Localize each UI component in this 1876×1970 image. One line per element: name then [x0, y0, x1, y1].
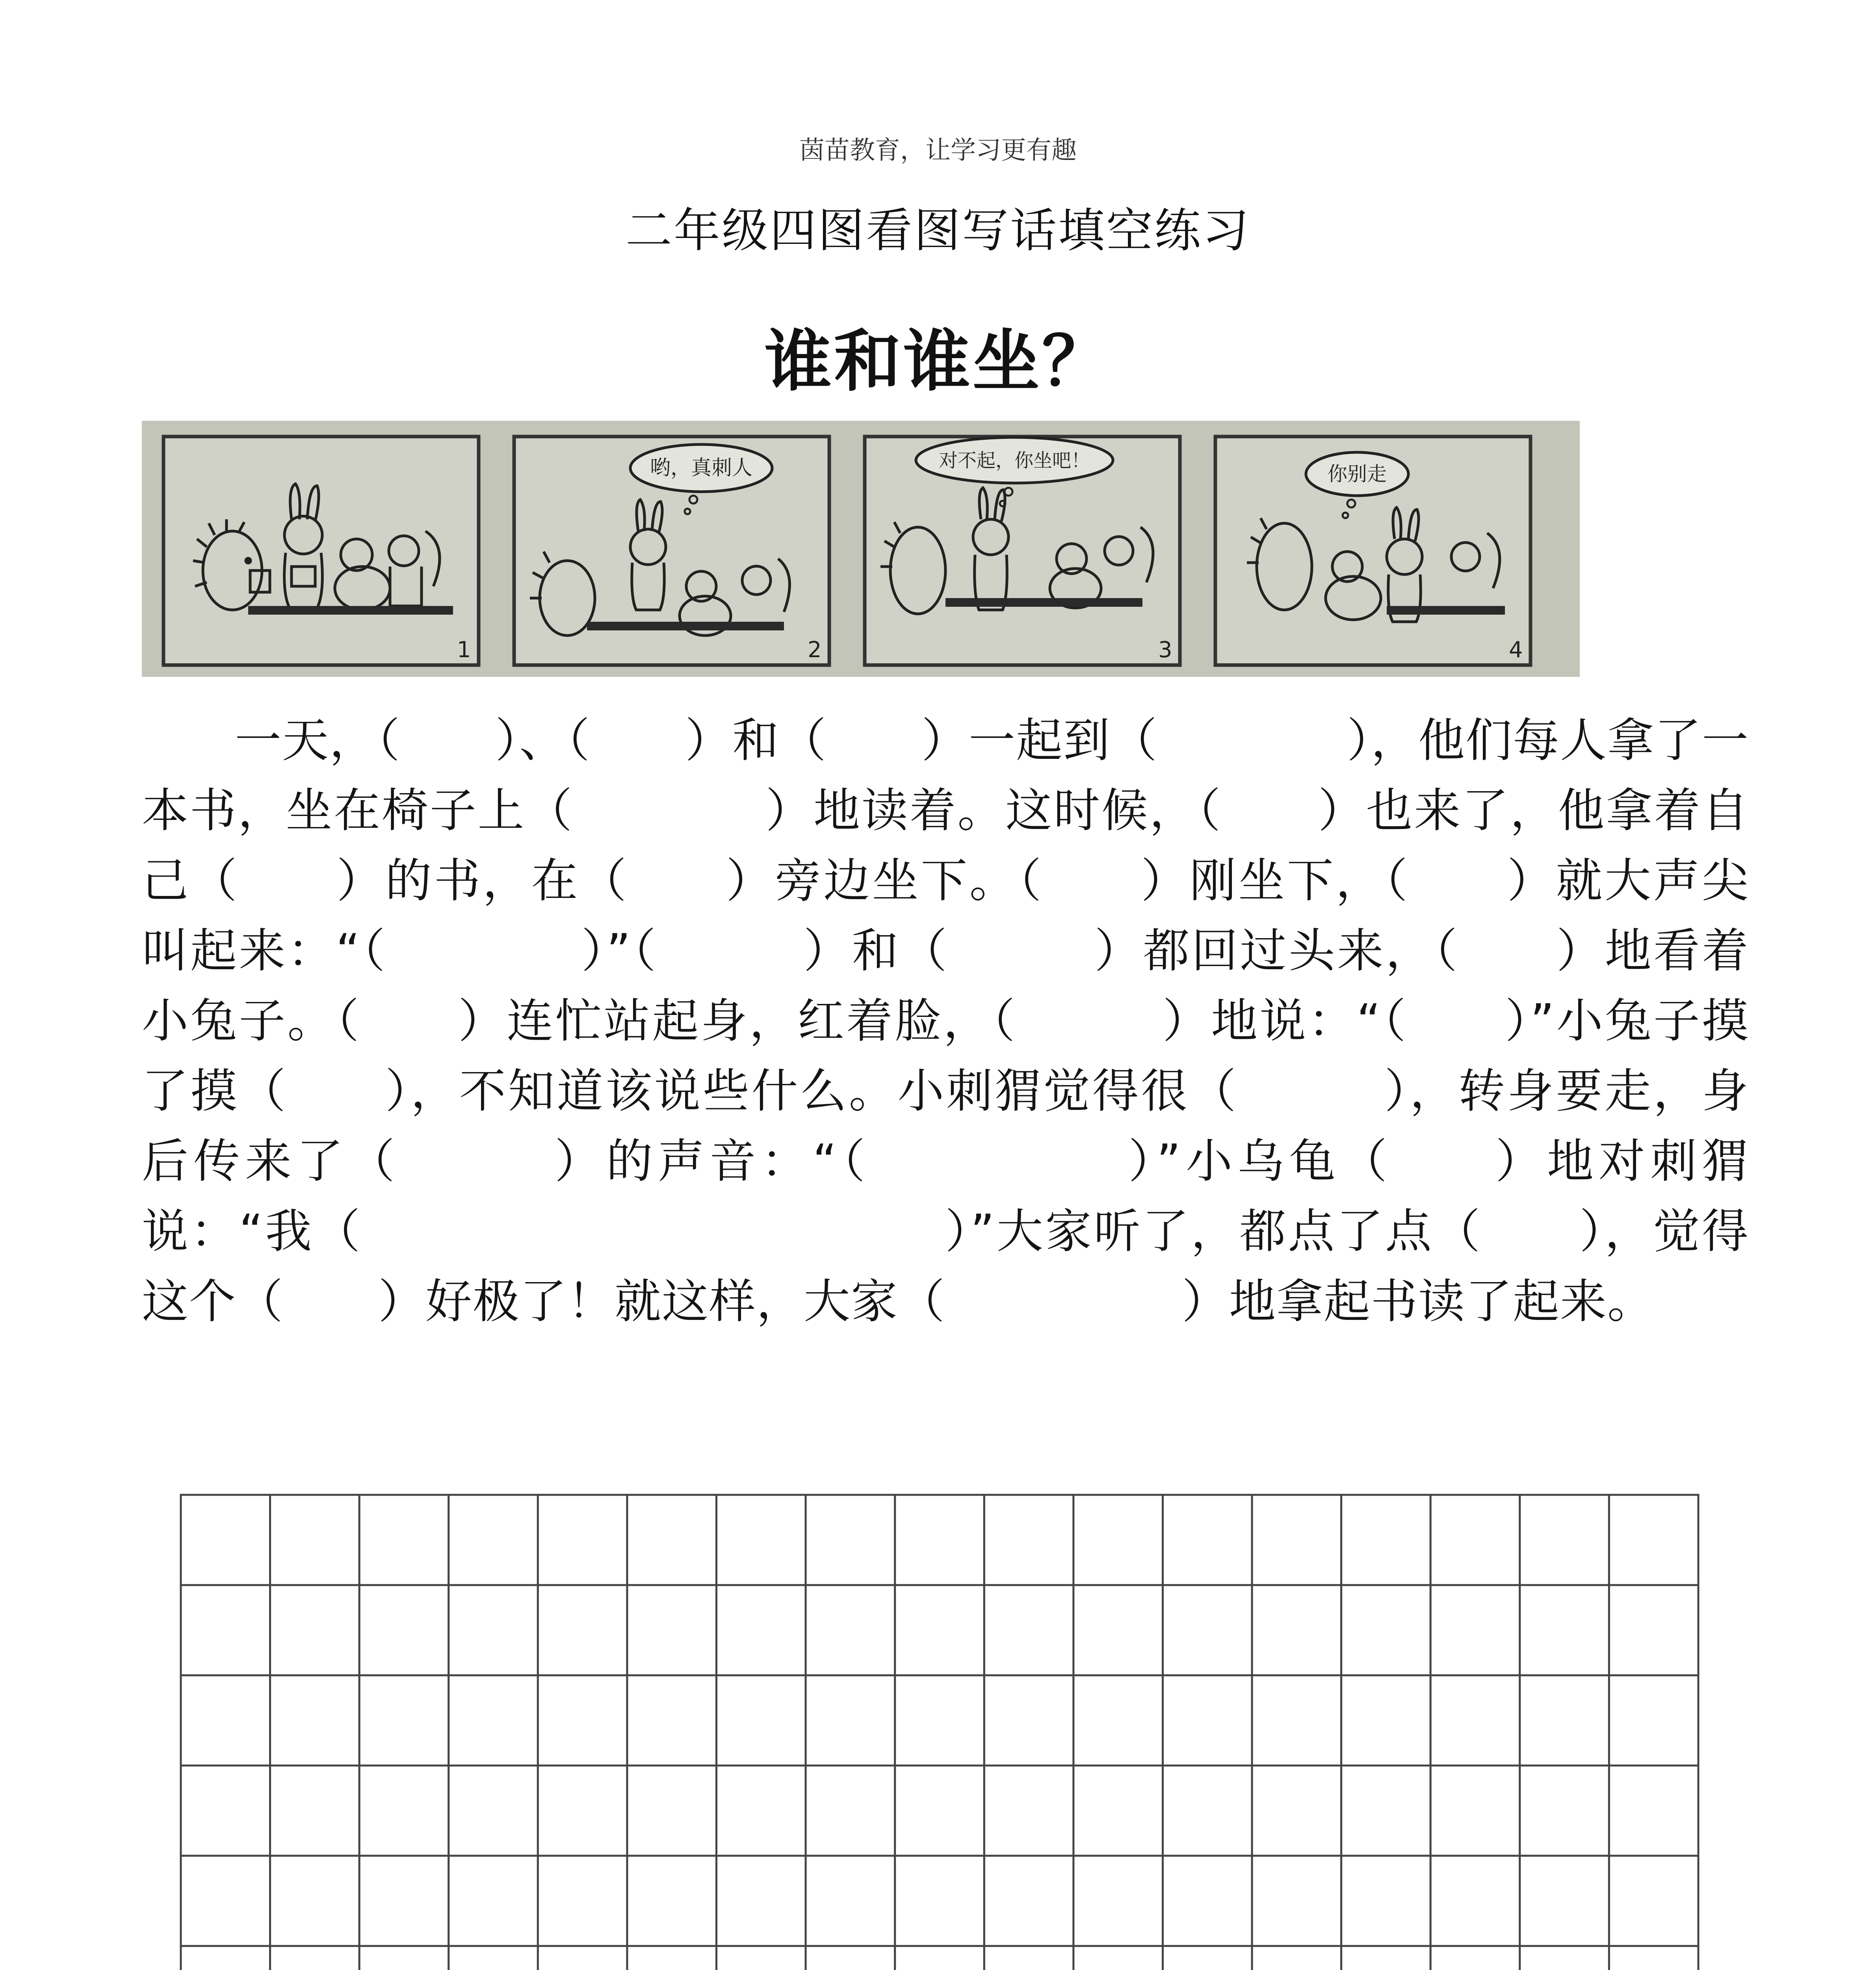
grid-cell[interactable]	[270, 1675, 360, 1766]
grid-cell[interactable]	[806, 1675, 895, 1766]
grid-cell[interactable]	[1430, 1495, 1520, 1585]
grid-cell[interactable]	[1252, 1856, 1341, 1946]
grid-cell[interactable]	[1520, 1495, 1609, 1585]
grid-cell[interactable]	[1074, 1495, 1163, 1585]
grid-cell[interactable]	[1520, 1856, 1609, 1946]
grid-cell[interactable]	[1520, 1766, 1609, 1856]
writing-grid[interactable]	[179, 1493, 1700, 1970]
grid-cell[interactable]	[449, 1856, 538, 1946]
grid-cell[interactable]	[717, 1495, 806, 1585]
grid-cell[interactable]	[627, 1495, 717, 1585]
grid-cell[interactable]	[1341, 1946, 1431, 1970]
comic-panel-number: 4	[1509, 637, 1523, 663]
grid-cell[interactable]	[1252, 1495, 1341, 1585]
grid-cell[interactable]	[806, 1766, 895, 1856]
comic-panel-1	[163, 437, 479, 665]
comic-panel-number: 2	[808, 637, 822, 663]
grid-cell[interactable]	[181, 1766, 270, 1856]
grid-cell[interactable]	[895, 1675, 984, 1766]
grid-cell[interactable]	[449, 1766, 538, 1856]
grid-cell[interactable]	[984, 1495, 1074, 1585]
grid-cell[interactable]	[1163, 1856, 1252, 1946]
grid-cell[interactable]	[538, 1946, 627, 1970]
grid-cell[interactable]	[627, 1946, 717, 1970]
grid-cell[interactable]	[717, 1766, 806, 1856]
grid-cell[interactable]	[1074, 1856, 1163, 1946]
grid-cell[interactable]	[806, 1856, 895, 1946]
grid-cell[interactable]	[1609, 1946, 1698, 1970]
grid-cell[interactable]	[1609, 1585, 1698, 1675]
fill-in-passage: 一天，（ ）、（ ）和（ ）一起到（ ），他们每人拿了一本书，坐在椅子上（ ）地读着。这时候，（ ）也来了，他拿着自己（ ）的书，在（ ）旁边坐下。（ ）刚坐下，（ ）就大声尖叫起来：“（ ）”（ ）和（ ）都回过头来，（ ）地看着小兔子。（ ）连忙站起身，红着脸，（ ）地说：“（ ）”小兔子摸了摸（ ），不知道该说些什么。小刺猬觉得很（ ），转身要走，身后传来了（ ）的声音：“（ ）”小乌龟（ ）地对刺猬说：“我（ ）”大家听了，都点了点（ ），觉得这个（ ）好极了！就这样，大家（ ）地拿起书读了起来。	[142, 713, 1750, 1329]
grid-cell[interactable]	[895, 1946, 984, 1970]
grid-cell[interactable]	[181, 1495, 270, 1585]
grid-cell[interactable]	[627, 1585, 717, 1675]
grid-cell[interactable]	[984, 1675, 1074, 1766]
comic-panel-number: 1	[457, 637, 471, 663]
speech-bubble-text: 你别走	[1328, 463, 1387, 485]
grid-cell[interactable]	[359, 1585, 449, 1675]
grid-cell[interactable]	[181, 1585, 270, 1675]
grid-cell[interactable]	[1074, 1585, 1163, 1675]
grid-cell[interactable]	[1430, 1675, 1520, 1766]
grid-cell[interactable]	[1520, 1675, 1609, 1766]
grid-cell[interactable]	[1341, 1856, 1431, 1946]
comic-panel-2	[514, 437, 829, 665]
grid-cell[interactable]	[270, 1766, 360, 1856]
grid-cell[interactable]	[1341, 1675, 1431, 1766]
grid-cell[interactable]	[1609, 1675, 1698, 1766]
grid-cell[interactable]	[1609, 1856, 1698, 1946]
grid-cell[interactable]	[806, 1585, 895, 1675]
grid-cell[interactable]	[895, 1856, 984, 1946]
grid-cell[interactable]	[359, 1675, 449, 1766]
grid-cell[interactable]	[1252, 1585, 1341, 1675]
grid-cell[interactable]	[449, 1946, 538, 1970]
grid-cell[interactable]	[895, 1495, 984, 1585]
grid-cell[interactable]	[717, 1585, 806, 1675]
grid-cell[interactable]	[1252, 1675, 1341, 1766]
grid-cell[interactable]	[359, 1946, 449, 1970]
grid-cell[interactable]	[270, 1495, 360, 1585]
grid-cell[interactable]	[806, 1495, 895, 1585]
grid-cell[interactable]	[359, 1766, 449, 1856]
grid-cell[interactable]	[181, 1856, 270, 1946]
grid-cell[interactable]	[1430, 1946, 1520, 1970]
grid-cell[interactable]	[1430, 1585, 1520, 1675]
grid-cell[interactable]	[717, 1856, 806, 1946]
grid-cell[interactable]	[1252, 1946, 1341, 1970]
grid-cell[interactable]	[627, 1675, 717, 1766]
grid-cell[interactable]	[895, 1766, 984, 1856]
grid-cell[interactable]	[1074, 1946, 1163, 1970]
grid-cell[interactable]	[270, 1585, 360, 1675]
grid-cell[interactable]	[1609, 1766, 1698, 1856]
grid-cell[interactable]	[1252, 1766, 1341, 1856]
grid-cell[interactable]	[1163, 1585, 1252, 1675]
grid-cell[interactable]	[1341, 1585, 1431, 1675]
grid-cell[interactable]	[1520, 1946, 1609, 1970]
grid-cell[interactable]	[359, 1856, 449, 1946]
grid-cell[interactable]	[270, 1946, 360, 1970]
grid-cell[interactable]	[1163, 1766, 1252, 1856]
grid-cell[interactable]	[181, 1946, 270, 1970]
grid-cell[interactable]	[627, 1856, 717, 1946]
worksheet-title: 谁和谁坐？	[764, 322, 1111, 401]
speech-bubble-text: 对不起，你坐吧！	[938, 450, 1090, 472]
grid-cell[interactable]	[984, 1946, 1074, 1970]
grid-cell[interactable]	[538, 1675, 627, 1766]
grid-cell[interactable]	[984, 1766, 1074, 1856]
grid-cell[interactable]	[1341, 1495, 1431, 1585]
grid-cell[interactable]	[1074, 1675, 1163, 1766]
grid-cell[interactable]	[1609, 1495, 1698, 1585]
grid-cell[interactable]	[895, 1585, 984, 1675]
grid-cell[interactable]	[806, 1946, 895, 1970]
grid-cell[interactable]	[1430, 1856, 1520, 1946]
grid-cell[interactable]	[538, 1495, 627, 1585]
grid-cell[interactable]	[717, 1946, 806, 1970]
grid-cell[interactable]	[270, 1856, 360, 1946]
comic-panel-4	[1215, 437, 1531, 665]
comic-panel-3	[865, 437, 1180, 665]
grid-cell[interactable]	[538, 1585, 627, 1675]
grid-cell[interactable]	[1163, 1946, 1252, 1970]
grid-cell[interactable]	[984, 1585, 1074, 1675]
grid-cell[interactable]	[717, 1675, 806, 1766]
grid-cell[interactable]	[449, 1585, 538, 1675]
speech-bubble-text: 哟，真刺人	[650, 456, 753, 480]
header-tagline: 茵苗教育，让学习更有趣	[799, 136, 1077, 165]
comic-strip	[142, 421, 1580, 677]
grid-cell[interactable]	[181, 1675, 270, 1766]
grid-cell[interactable]	[1430, 1766, 1520, 1856]
grid-cell[interactable]	[449, 1675, 538, 1766]
grid-cell[interactable]	[538, 1766, 627, 1856]
grid-cell[interactable]	[984, 1856, 1074, 1946]
grid-cell[interactable]	[1163, 1675, 1252, 1766]
comic-panel-number: 3	[1158, 637, 1172, 663]
grid-cell[interactable]	[627, 1766, 717, 1856]
grid-cell[interactable]	[1520, 1585, 1609, 1675]
grid-cell[interactable]	[1341, 1766, 1431, 1856]
grid-cell[interactable]	[449, 1495, 538, 1585]
grid-cell[interactable]	[1163, 1495, 1252, 1585]
grid-cell[interactable]	[1074, 1766, 1163, 1856]
grid-cell[interactable]	[538, 1856, 627, 1946]
worksheet-subtitle: 二年级四图看图写话填空练习	[625, 203, 1250, 258]
grid-cell[interactable]	[359, 1495, 449, 1585]
